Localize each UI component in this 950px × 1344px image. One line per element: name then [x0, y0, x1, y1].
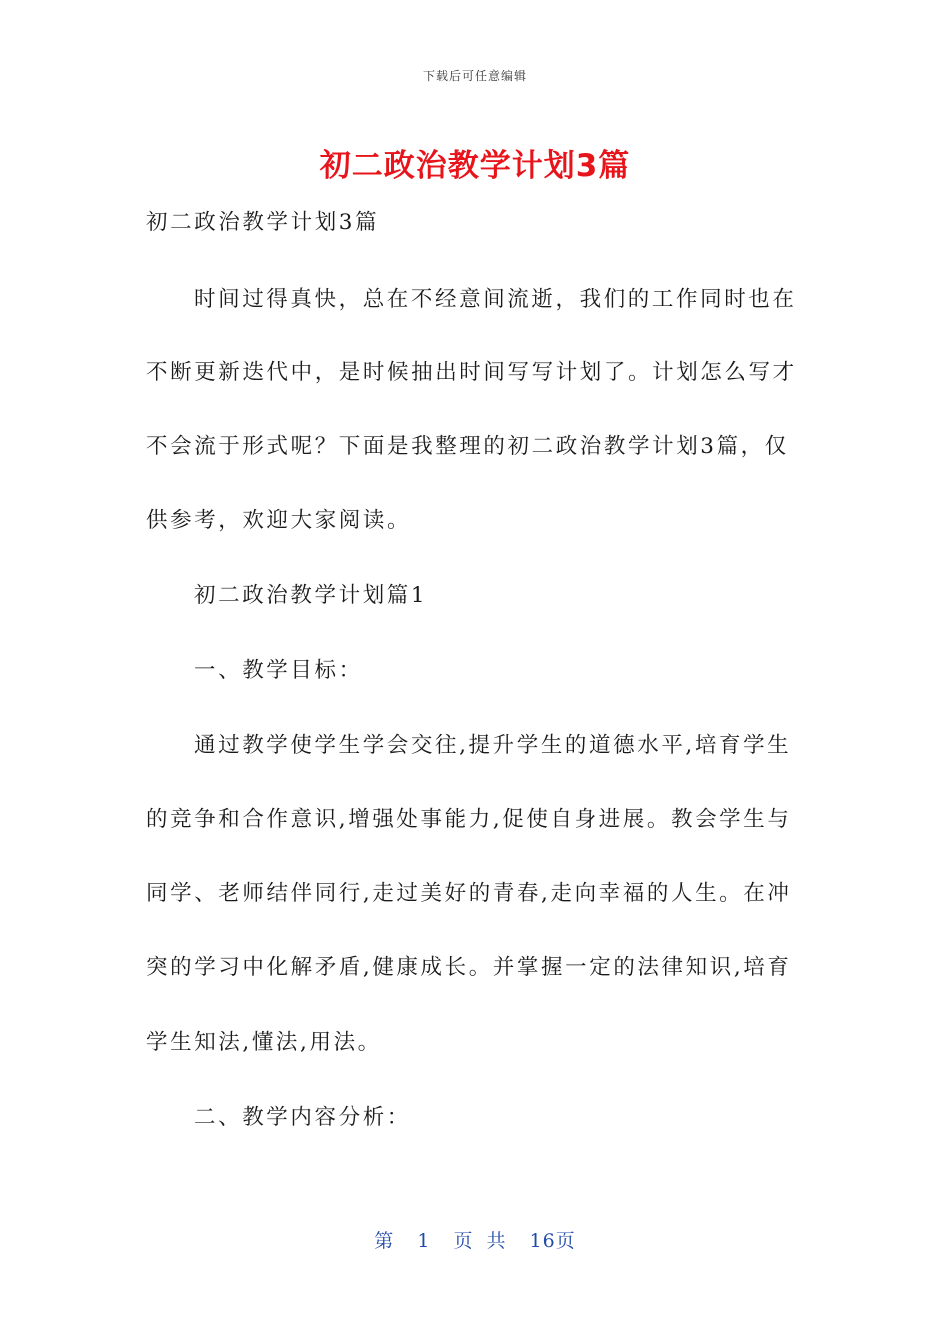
paragraph-line: 时间过得真快，总在不经意间流逝，我们的工作同时也在 — [194, 287, 797, 312]
paragraph-line: 不会流于形式呢？下面是我整理的初二政治教学计划3篇，仅 — [146, 434, 789, 459]
footer-prefix: 第 — [374, 1230, 395, 1252]
subtitle-line: 初二政治教学计划3篇 — [146, 210, 380, 235]
paragraph-line: 的竞争和合作意识,增强处事能力,促使自身进展。教会学生与 — [146, 807, 792, 832]
subsection-heading: 二、教学内容分析： — [194, 1105, 411, 1130]
page-footer — [0, 1226, 950, 1253]
footer-page-number: 1 — [417, 1230, 431, 1252]
footer-middle: 页 共 — [453, 1230, 507, 1252]
paragraph-line: 学生知法,懂法,用法。 — [146, 1030, 382, 1055]
paragraph-line: 供参考，欢迎大家阅读。 — [146, 508, 412, 533]
paragraph-line: 突的学习中化解矛盾,健康成长。并掌握一定的法律知识,培育 — [146, 955, 792, 980]
paragraph-line: 不断更新迭代中，是时候抽出时间写写计划了。计划怎么写才 — [146, 360, 797, 385]
header-note: 下载后可任意编辑 — [422, 69, 527, 83]
document-title: 初二政治教学计划3篇 — [319, 148, 631, 184]
paragraph-line: 同学、老师结伴同行,走过美好的青春,走向幸福的人生。在冲 — [146, 881, 792, 906]
section-heading: 初二政治教学计划篇1 — [194, 583, 428, 608]
subsection-heading: 一、教学目标： — [194, 658, 363, 683]
footer-total-pages: 16页 — [529, 1230, 576, 1252]
paragraph-line: 通过教学使学生学会交往,提升学生的道德水平,培育学生 — [194, 733, 792, 758]
